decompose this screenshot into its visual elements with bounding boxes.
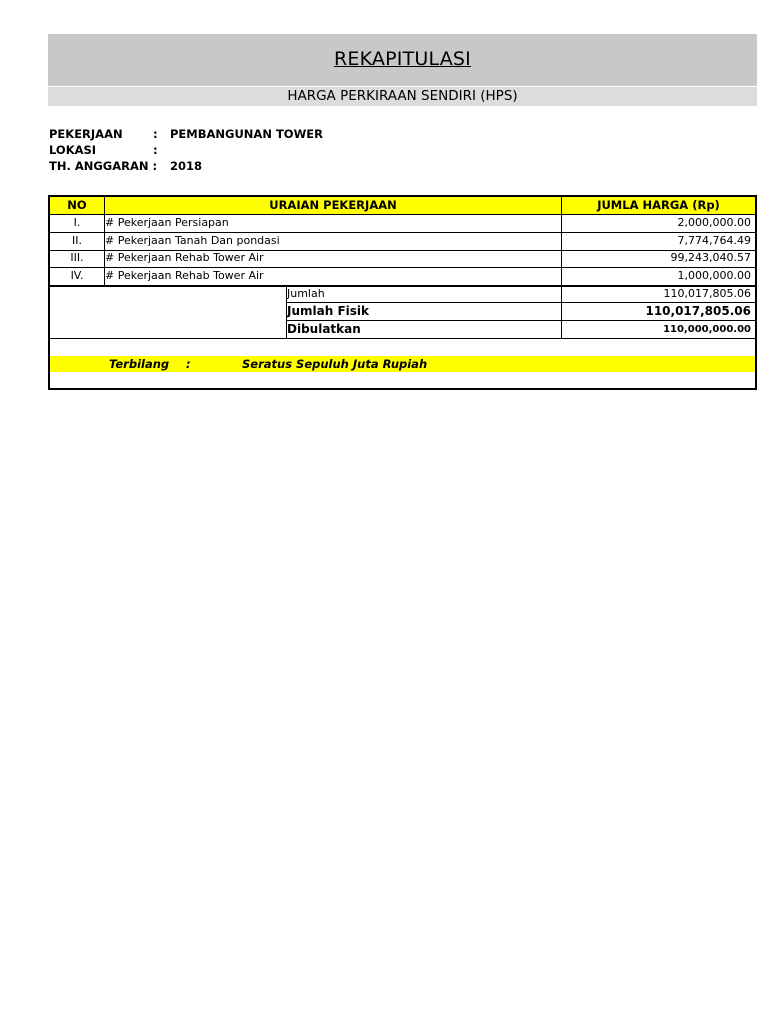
header-harga: JUMLA HARGA (Rp) — [562, 197, 755, 214]
row-uraian: # Pekerjaan Persiapan — [105, 216, 229, 229]
row-uraian: # Pekerjaan Rehab Tower Air — [105, 251, 264, 264]
row-harga: 99,243,040.57 — [670, 251, 751, 264]
row-uraian: # Pekerjaan Tanah Dan pondasi — [105, 234, 280, 247]
meta-label: PEKERJAAN — [49, 127, 123, 141]
row-harga: 1,000,000.00 — [677, 269, 751, 282]
jumlah-value: 110,017,805.06 — [663, 287, 751, 300]
header-no: NO — [50, 197, 104, 214]
row-uraian: # Pekerjaan Rehab Tower Air — [105, 269, 264, 282]
meta-label: TH. ANGGARAN : — [49, 159, 158, 173]
terbilang-value: Seratus Sepuluh Juta Rupiah — [242, 357, 428, 371]
row-divider — [50, 214, 755, 215]
dibulatkan-label: Dibulatkan — [287, 322, 361, 336]
terbilang-label: Terbilang — [109, 357, 170, 371]
row-no: III. — [70, 251, 84, 264]
row-divider — [286, 302, 755, 303]
row-no: I. — [73, 216, 81, 229]
row-harga: 2,000,000.00 — [677, 216, 751, 229]
row-no: IV. — [70, 269, 84, 282]
title-band — [48, 34, 757, 86]
row-no: II. — [72, 234, 82, 247]
dibulatkan-value: 110,000,000.00 — [663, 324, 751, 335]
meta-colon: : — [153, 143, 158, 157]
row-harga: 7,774,764.49 — [677, 234, 751, 247]
meta-colon: : — [153, 127, 158, 141]
row-divider — [50, 338, 755, 339]
page-subtitle: HARGA PERKIRAAN SENDIRI (HPS) — [287, 88, 518, 104]
row-divider — [50, 267, 755, 268]
meta-value: 2018 — [170, 159, 203, 173]
jumlah-label: Jumlah — [287, 287, 325, 300]
jumlah-fisik-value: 110,017,805.06 — [645, 304, 751, 318]
header-uraian: URAIAN PEKERJAAN — [105, 197, 561, 214]
meta-value: PEMBANGUNAN TOWER — [170, 127, 323, 141]
jumlah-fisik-label: Jumlah Fisik — [287, 304, 369, 318]
row-divider — [50, 232, 755, 233]
page-title: REKAPITULASI — [334, 48, 471, 70]
row-divider — [286, 320, 755, 321]
rekap-table — [48, 195, 757, 390]
meta-label: LOKASI — [49, 143, 97, 157]
subtitle-band — [48, 87, 757, 106]
terbilang-colon: : — [186, 357, 191, 371]
